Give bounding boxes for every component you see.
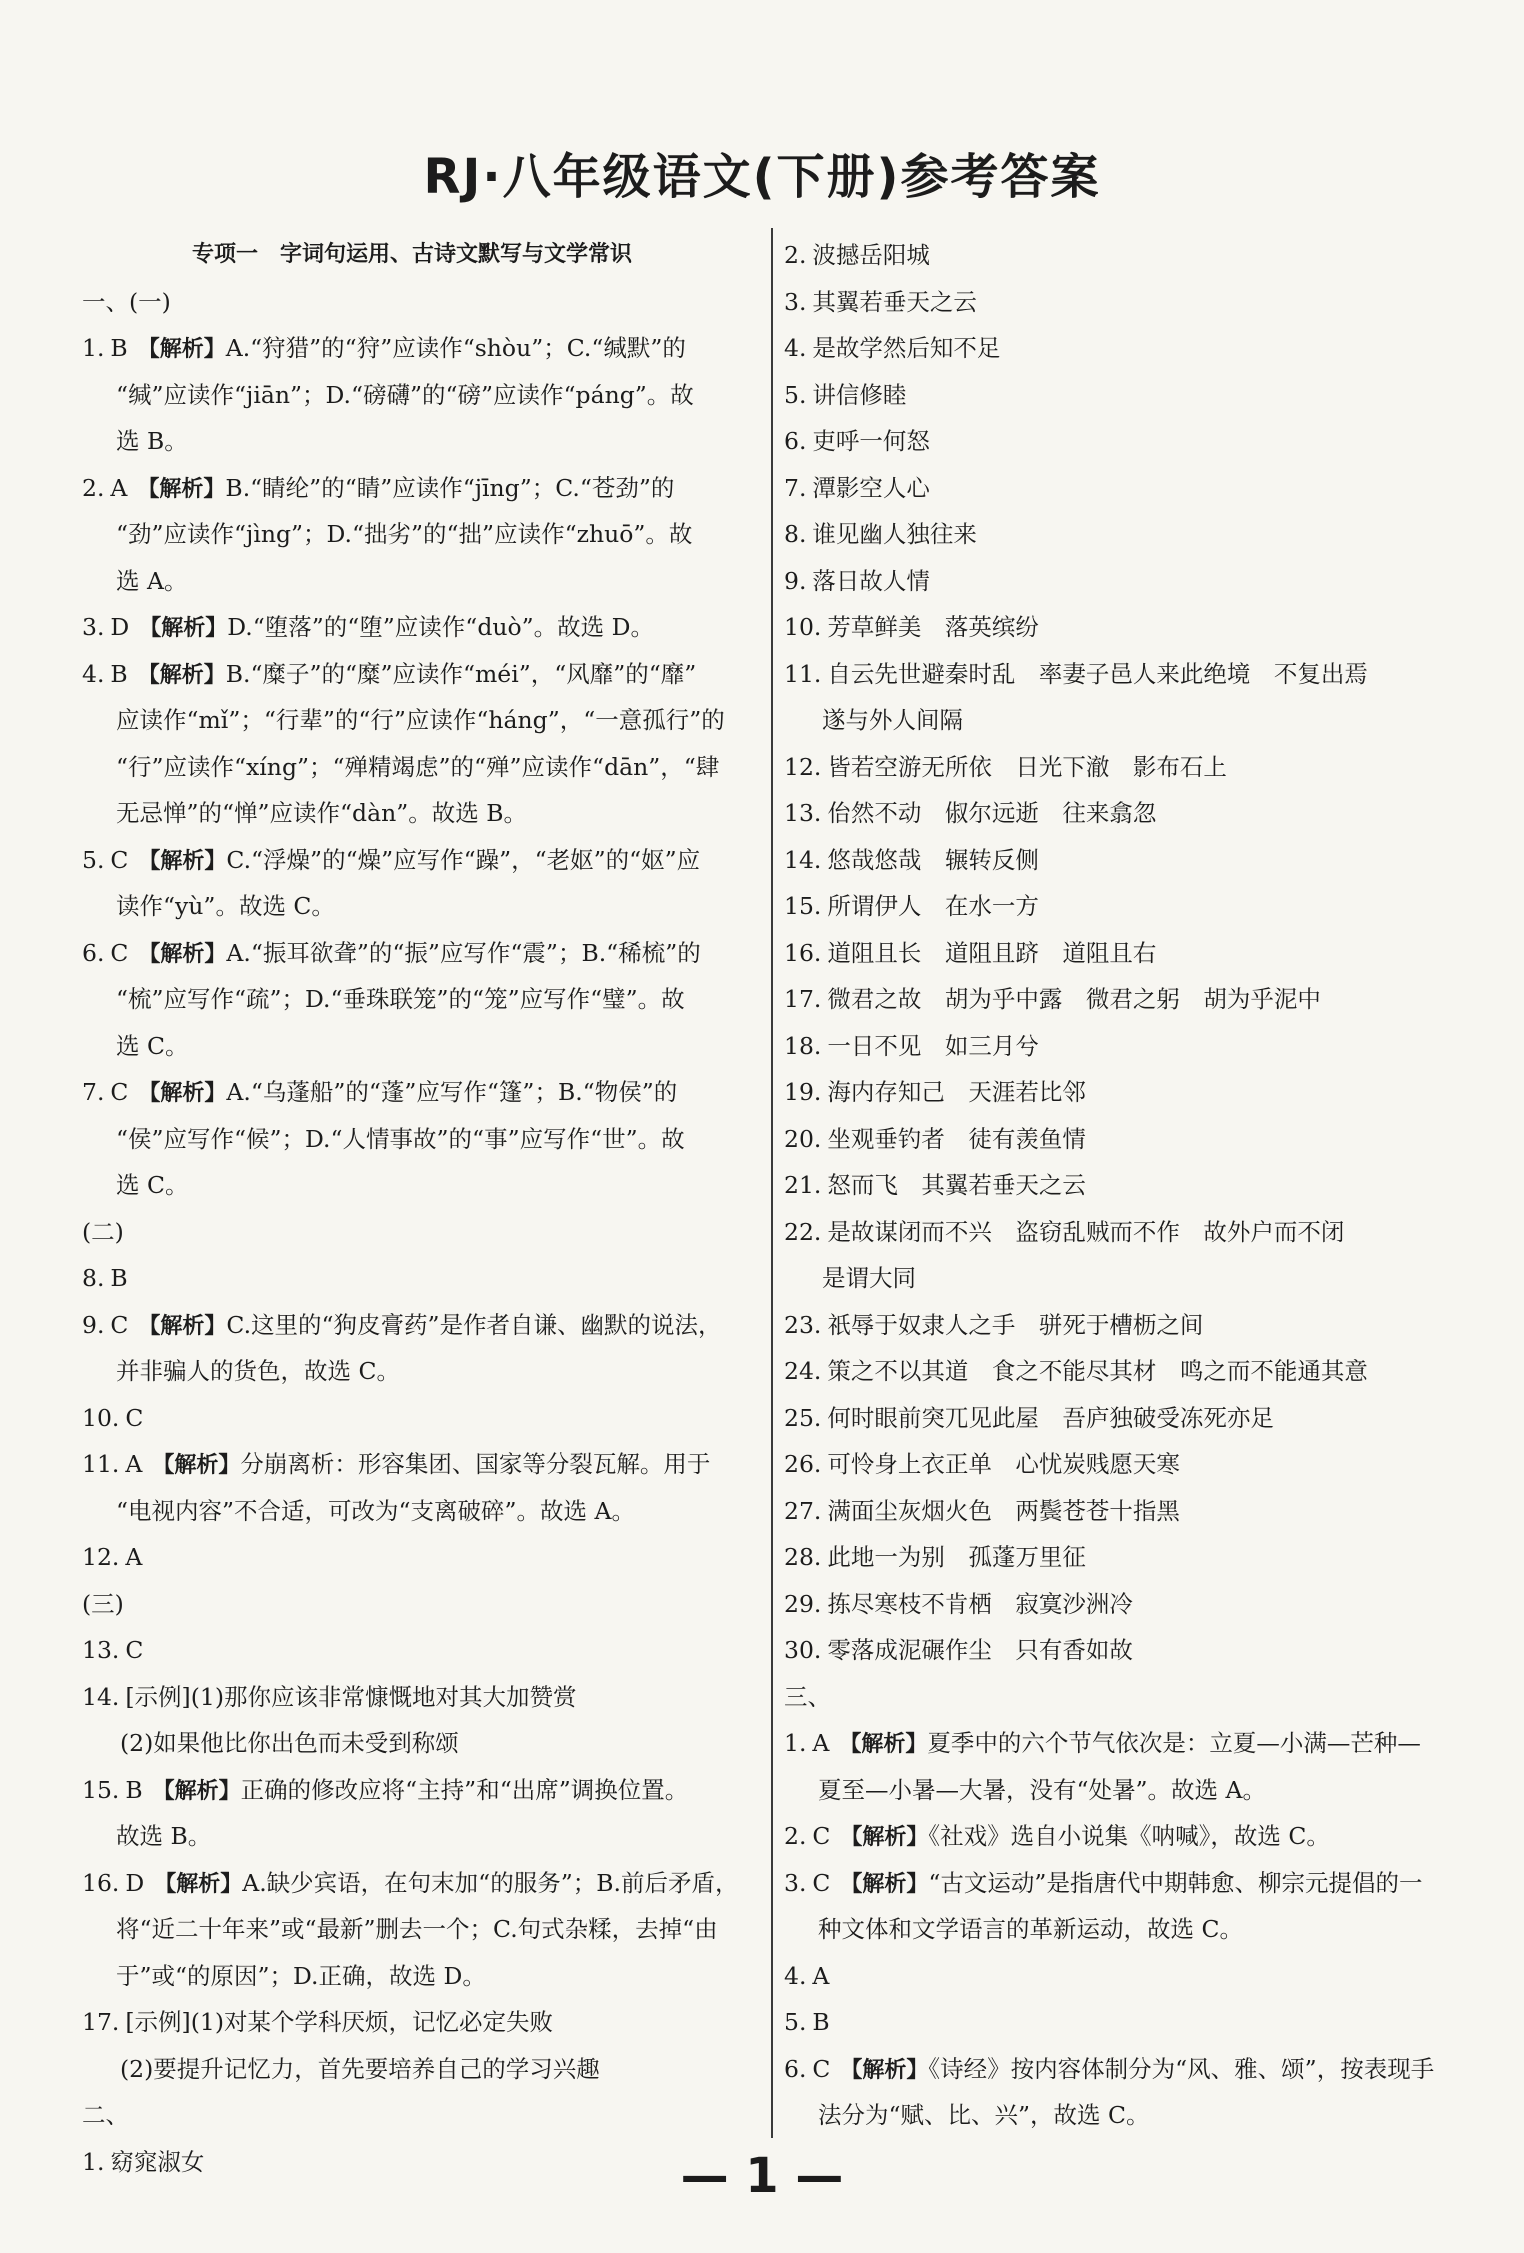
analysis-tag: 【解析】 — [154, 1871, 243, 1897]
answer-choice: A — [110, 473, 128, 502]
answer-choice: A — [125, 1450, 143, 1478]
answer-text: D.“堕落”的“堕”应读作“duò”。故选 D。 — [227, 613, 654, 641]
answer-text: [示例](1)对某个学科厌烦，记忆必定失败 — [125, 2008, 553, 2036]
answer-number: 5. — [82, 845, 105, 874]
answer-text: 可怜身上衣正单 心忧炭贱愿天寒 — [827, 1450, 1180, 1478]
answer-number: 6. — [784, 2054, 807, 2083]
answer-text: 谁见幽人独往来 — [812, 520, 977, 548]
answer-continuation: “侯”应写作“候”；D.“人情事故”的“事”应写作“世”。故 — [116, 1124, 685, 1153]
answer-number: 23. — [784, 1310, 822, 1339]
answer-text: 微君之故 胡为乎中露 微君之躬 胡为乎泥中 — [827, 985, 1321, 1013]
answer-text: 波撼岳阳城 — [812, 241, 930, 269]
answer-number: 3. — [784, 287, 807, 316]
answer-item — [784, 325, 1460, 372]
answer-text: 其翼若垂天之云 — [812, 287, 977, 316]
analysis-tag: 【解析】 — [840, 1825, 929, 1850]
answer-number: 17. — [82, 2008, 120, 2036]
answer-number: 30. — [784, 1636, 822, 1664]
left-column — [82, 232, 758, 2185]
answer-text: 潭影空人心 — [812, 473, 930, 502]
answer-continuation: 故选 B。 — [116, 1822, 212, 1850]
answer-text: [示例](1)那你应该非常慷慨地对其大加赞赏 — [125, 1682, 577, 1711]
right-column — [784, 232, 1460, 2139]
answer-continuation: “行”应读作“xíng”；“殚精竭虑”的“殚”应读作“dān”，“肆 — [116, 752, 720, 781]
answer-item — [784, 790, 1460, 837]
answer-item — [82, 1627, 758, 1674]
answer-continuation: 选 C。 — [116, 1031, 189, 1060]
answer-number: 13. — [82, 1636, 120, 1664]
answer-number: 20. — [784, 1124, 822, 1153]
answer-item — [82, 651, 758, 698]
analysis-tag: 【解析】 — [137, 662, 226, 688]
answer-item — [784, 651, 1460, 698]
answer-number: 28. — [784, 1543, 822, 1571]
answer-text: 《诗经》按内容体制分为“风、雅、颂”，按表现手 — [928, 2054, 1435, 2083]
answer-item — [784, 883, 1460, 930]
answer-item — [784, 976, 1460, 1023]
answer-number: 3. — [784, 1868, 807, 1897]
answer-number: 2. — [82, 473, 105, 502]
answer-number: 19. — [784, 1078, 822, 1106]
answer-item — [784, 744, 1460, 791]
analysis-tag: 【解析】 — [138, 848, 227, 874]
answer-item — [82, 837, 758, 884]
answer-choice: C — [110, 938, 129, 967]
answer-number: 4. — [784, 334, 807, 362]
answer-text: 分崩离析：形容集团、国家等分裂瓦解。用于 — [240, 1450, 711, 1478]
answer-continuation: “劲”应读作“jìng”；D.“拙劣”的“拙”应读作“zhuō”。故 — [116, 520, 693, 548]
analysis-tag: 【解析】 — [839, 1732, 928, 1757]
answer-text: 怒而飞 其翼若垂天之云 — [827, 1171, 1086, 1199]
answer-continuation: (2)如果他比你出色而未受到称颂 — [120, 1729, 459, 1757]
answer-text: A.“狩猎”的“狩”应读作“shòu”；C.“缄默”的 — [225, 334, 686, 362]
answer-number: 14. — [82, 1682, 120, 1711]
answer-item — [82, 930, 758, 977]
answer-number: 7. — [784, 473, 807, 502]
answer-number: 15. — [784, 892, 822, 920]
answer-number: 2. — [784, 1822, 807, 1850]
answer-number: 12. — [82, 1543, 120, 1571]
answer-item — [784, 372, 1460, 419]
answer-text: 讲信修睦 — [812, 380, 907, 409]
answer-text: 此地一为别 孤蓬万里征 — [827, 1543, 1086, 1571]
answer-number: 9. — [82, 1310, 105, 1339]
answer-number: 5. — [784, 380, 807, 409]
answer-number: 8. — [784, 520, 807, 548]
answer-text: 拣尽寒枝不肯栖 寂寞沙洲冷 — [827, 1589, 1133, 1618]
answer-item — [82, 1860, 758, 1907]
answer-continuation: 种文体和文学语言的革新运动，故选 C。 — [818, 1915, 1243, 1943]
answer-item — [784, 1395, 1460, 1442]
section-title: 专项一 字词句运用、古诗文默写与文学常识 — [192, 242, 633, 267]
answer-item — [784, 465, 1460, 512]
section-heading: (二) — [82, 1217, 124, 1246]
answer-item — [82, 1767, 758, 1814]
answer-number: 8. — [82, 1264, 105, 1292]
answer-text: A.缺少宾语，在句末加“的服务”；B.前后矛盾， — [242, 1868, 739, 1897]
answer-item — [784, 232, 1460, 279]
answer-text: A.“乌蓬船”的“蓬”应写作“篷”；B.“物侯”的 — [226, 1078, 678, 1106]
answer-number: 2. — [784, 241, 807, 269]
answer-text: 道阻且长 道阻且跻 道阻且右 — [827, 938, 1157, 967]
answer-choice: B — [110, 1264, 128, 1292]
answer-item — [784, 1209, 1460, 1256]
answer-number: 26. — [784, 1450, 822, 1478]
answer-item — [784, 2046, 1460, 2093]
answer-item — [784, 511, 1460, 558]
answer-number: 17. — [784, 985, 822, 1013]
analysis-tag: 【解析】 — [138, 1081, 227, 1106]
answer-text: 满面尘灰烟火色 两鬓苍苍十指黑 — [827, 1496, 1180, 1525]
answer-number: 11. — [784, 659, 822, 688]
left-answer-list — [82, 279, 758, 2186]
answer-text: 吏呼一何怒 — [812, 427, 930, 455]
answer-number: 24. — [784, 1357, 822, 1385]
answer-continuation: 法分为“赋、比、兴”，故选 C。 — [818, 2101, 1150, 2129]
answer-text: C.“浮燥”的“燥”应写作“躁”，“老妪”的“妪”应 — [226, 845, 701, 874]
answer-item — [784, 1023, 1460, 1070]
answer-item — [82, 1674, 758, 1721]
page-number: — 1 — — [680, 2148, 844, 2204]
answer-item — [784, 1534, 1460, 1581]
section-heading: 三、 — [784, 1682, 831, 1711]
answer-item — [784, 1302, 1460, 1349]
right-answer-list — [784, 232, 1460, 2139]
answer-item — [82, 1534, 758, 1581]
analysis-tag: 【解析】 — [137, 337, 226, 362]
answer-item — [784, 1116, 1460, 1163]
analysis-tag: 【解析】 — [138, 1313, 227, 1339]
answer-text: 何时眼前突兀见此屋 吾庐独破受冻死亦足 — [827, 1403, 1274, 1432]
answer-item — [784, 1813, 1460, 1860]
answer-number: 12. — [784, 752, 822, 781]
answer-continuation: 选 C。 — [116, 1171, 189, 1199]
answer-item — [82, 1069, 758, 1116]
answer-number: 6. — [784, 427, 807, 455]
answer-text: 零落成泥碾作尘 只有香如故 — [827, 1636, 1133, 1664]
answer-item — [82, 1999, 758, 2046]
answer-item — [784, 837, 1460, 884]
answer-choice: C — [110, 1078, 129, 1106]
answer-number: 13. — [784, 799, 822, 827]
answer-continuation: “电视内容”不合适，可改为“支离破碎”。故选 A。 — [116, 1496, 635, 1525]
answer-choice: A — [812, 1961, 830, 1990]
answer-text: 策之不以其道 食之不能尽其材 鸣之而不能通其意 — [827, 1357, 1368, 1385]
answer-text: 一日不见 如三月兮 — [827, 1031, 1039, 1060]
answer-choice: C — [812, 2054, 831, 2083]
answer-continuation: 是谓大同 — [822, 1264, 916, 1292]
answer-choice: B — [110, 659, 128, 688]
answer-text: 是故谋闭而不兴 盗窃乱贼而不作 故外户而不闭 — [827, 1217, 1345, 1246]
answer-item — [784, 1488, 1460, 1535]
answer-text: 是故学然后知不足 — [812, 334, 1001, 362]
answer-number: 11. — [82, 1450, 120, 1478]
answer-continuation: 并非骗人的货色，故选 C。 — [116, 1357, 400, 1385]
answer-continuation: 将“近二十年来”或“最新”删去一个；C.句式杂糅，去掉“由 — [116, 1915, 718, 1943]
answer-continuation: 应读作“mǐ”；“行辈”的“行”应读作“háng”，“一意孤行”的 — [116, 706, 725, 734]
answer-continuation: “缄”应读作“jiān”；D.“磅礴”的“磅”应读作“páng”。故 — [116, 380, 694, 409]
answer-choice: A — [125, 1543, 143, 1571]
answer-text: 祇辱于奴隶人之手 骈死于槽枥之间 — [827, 1310, 1204, 1339]
answer-continuation: 选 B。 — [116, 427, 188, 455]
answer-number: 29. — [784, 1589, 822, 1618]
analysis-tag: 【解析】 — [840, 1871, 929, 1897]
answer-number: 16. — [784, 938, 822, 967]
answer-number: 7. — [82, 1078, 105, 1106]
answer-item — [784, 418, 1460, 465]
answer-item — [784, 279, 1460, 326]
answer-continuation: 遂与外人间隔 — [822, 706, 963, 734]
answer-number: 1. — [82, 2147, 105, 2176]
answer-item — [784, 558, 1460, 605]
answer-number: 25. — [784, 1403, 822, 1432]
answer-choice: C — [125, 1636, 144, 1664]
answer-item — [784, 930, 1460, 977]
answer-continuation: 夏至—小暑—大暑，没有“处暑”。故选 A。 — [818, 1775, 1266, 1804]
answer-number: 10. — [784, 613, 822, 641]
answer-item — [784, 1999, 1460, 2046]
analysis-tag: 【解析】 — [152, 1453, 241, 1478]
answer-item — [82, 1395, 758, 1442]
answer-continuation: 于”或“的原因”；D.正确，故选 D。 — [116, 1961, 486, 1990]
section-heading: 一、(一) — [82, 287, 171, 316]
answer-text: B.“睛纶”的“睛”应读作“jīng”；C.“苍劲”的 — [225, 473, 675, 502]
answer-text: B.“糜子”的“糜”应读作“méi”，“风靡”的“靡” — [225, 659, 697, 688]
answer-text: 坐观垂钓者 徒有羡鱼情 — [827, 1124, 1086, 1153]
analysis-tag: 【解析】 — [138, 941, 227, 967]
answer-choice: C — [110, 845, 129, 874]
answer-choice: D — [125, 1868, 145, 1897]
answer-text: 芳草鲜美 落英缤纷 — [827, 613, 1039, 641]
answer-text: 正确的修改应将“主持”和“出席”调换位置。 — [240, 1775, 689, 1804]
answer-number: 15. — [82, 1775, 120, 1804]
answer-number: 3. — [82, 613, 105, 641]
answer-number: 18. — [784, 1031, 822, 1060]
answer-number: 9. — [784, 566, 807, 595]
analysis-tag: 【解析】 — [152, 1778, 241, 1804]
answer-choice: D — [110, 613, 130, 641]
answer-item — [784, 604, 1460, 651]
answer-number: 1. — [784, 1729, 807, 1757]
answer-choice: C — [812, 1868, 831, 1897]
answer-text: 所谓伊人 在水一方 — [827, 892, 1039, 920]
answer-text: 《社戏》选自小说集《呐喊》，故选 C。 — [928, 1822, 1330, 1850]
answer-item — [784, 1953, 1460, 2000]
section-heading: 二、 — [82, 2101, 129, 2129]
answer-number: 27. — [784, 1496, 822, 1525]
answer-item — [784, 1441, 1460, 1488]
answer-choice: C — [125, 1403, 144, 1432]
column-divider — [771, 228, 773, 2138]
answer-item — [82, 465, 758, 512]
answer-text: “古文运动”是指唐代中期韩愈、柳宗元提倡的一 — [928, 1868, 1423, 1897]
answer-choice: C — [812, 1822, 831, 1850]
answer-item — [82, 604, 758, 651]
answer-choice: B — [110, 334, 128, 362]
answer-item — [82, 1255, 758, 1302]
answer-choice: A — [812, 1729, 830, 1757]
answer-continuation: 无忌惮”的“惮”应读作“dàn”。故选 B。 — [116, 799, 527, 827]
answer-item — [784, 1627, 1460, 1674]
answer-item — [82, 1441, 758, 1488]
answer-item — [82, 325, 758, 372]
answer-text: 落日故人情 — [812, 566, 930, 595]
answer-text: C.这里的“狗皮膏药”是作者自谦、幽默的说法， — [226, 1310, 722, 1339]
answer-text: 皆若空游无所依 日光下澈 影布石上 — [827, 752, 1227, 781]
answer-text: 夏季中的六个节气依次是：立夏—小满—芒种— — [927, 1729, 1421, 1757]
answer-choice: B — [812, 2008, 830, 2036]
section-heading: (三) — [82, 1589, 124, 1618]
answer-continuation: 读作“yù”。故选 C。 — [116, 892, 335, 920]
answer-text: 自云先世避秦时乱 率妻子邑人来此绝境 不复出焉 — [827, 659, 1368, 688]
answer-item — [784, 1720, 1460, 1767]
answer-text: 悠哉悠哉 辗转反侧 — [827, 845, 1039, 874]
answer-number: 16. — [82, 1868, 120, 1897]
answer-number: 6. — [82, 938, 105, 967]
answer-item — [784, 1581, 1460, 1628]
answer-number: 14. — [784, 845, 822, 874]
answer-text: 海内存知己 天涯若比邻 — [827, 1078, 1086, 1106]
analysis-tag: 【解析】 — [137, 476, 226, 502]
answer-text: 窈窕淑女 — [110, 2147, 205, 2176]
answer-continuation: “梳”应写作“疏”；D.“垂珠联笼”的“笼”应写作“璧”。故 — [116, 985, 685, 1013]
analysis-tag: 【解析】 — [840, 2057, 929, 2083]
answer-number: 22. — [784, 1217, 822, 1246]
answer-choice: B — [125, 1775, 143, 1804]
analysis-tag: 【解析】 — [139, 616, 228, 641]
answer-number: 10. — [82, 1403, 120, 1432]
answer-item — [784, 1162, 1460, 1209]
answer-item — [784, 1348, 1460, 1395]
answer-number: 4. — [82, 659, 105, 688]
answer-choice: C — [110, 1310, 129, 1339]
answer-item — [82, 1302, 758, 1349]
answer-number: 1. — [82, 334, 105, 362]
answer-item — [784, 1860, 1460, 1907]
answer-text: A.“振耳欲聋”的“振”应写作“震”；B.“稀梳”的 — [226, 938, 701, 967]
answer-item — [784, 1069, 1460, 1116]
answer-number: 21. — [784, 1171, 822, 1199]
answer-continuation: (2)要提升记忆力，首先要培养自己的学习兴趣 — [120, 2054, 600, 2083]
answer-number: 5. — [784, 2008, 807, 2036]
answer-continuation: 选 A。 — [116, 566, 188, 595]
page-title: RJ·八年级语文(下册)参考答案 — [423, 149, 1101, 205]
answer-number: 4. — [784, 1961, 807, 1990]
answer-text: 佁然不动 俶尔远逝 往来翕忽 — [827, 799, 1157, 827]
